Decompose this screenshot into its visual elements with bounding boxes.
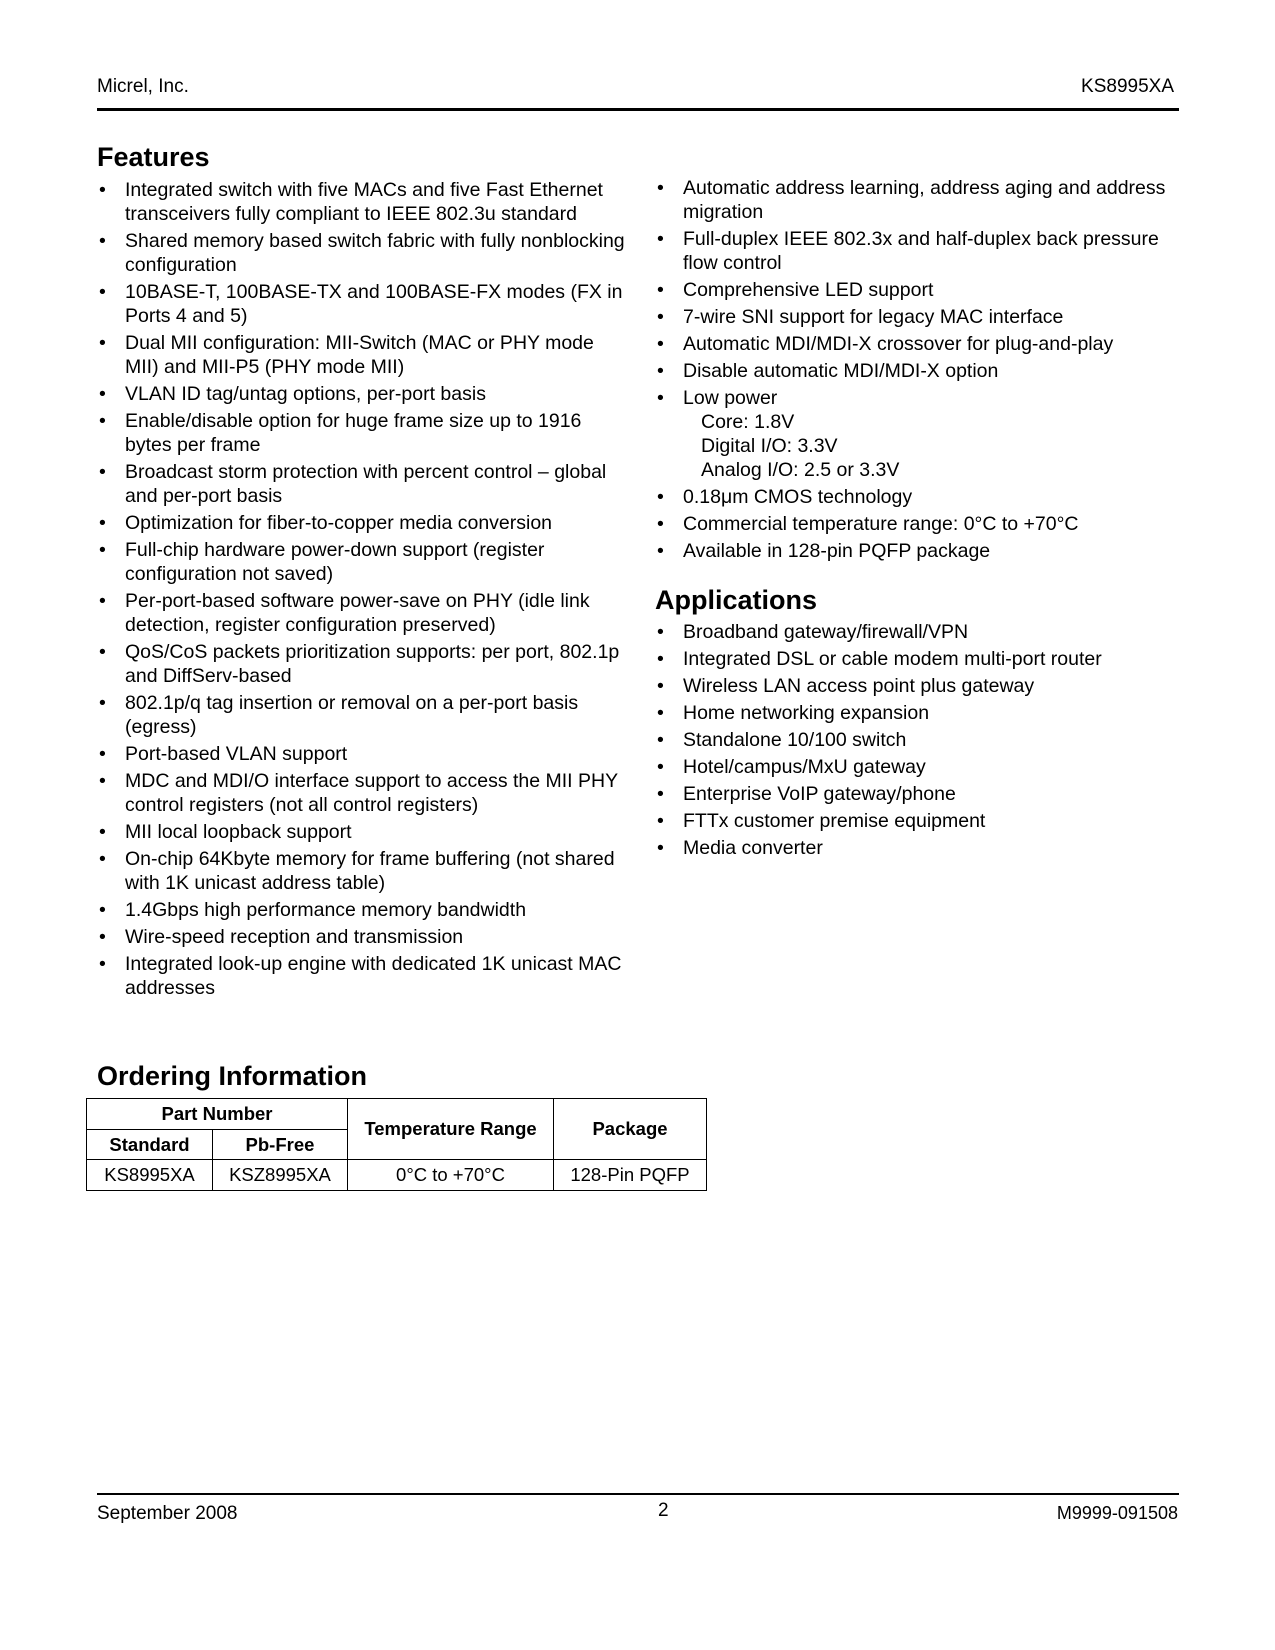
standard-header: Standard [87,1130,213,1160]
feature-item: • Available in 128-pin PQFP package [657,540,991,562]
application-item: • Wireless LAN access point plus gateway [657,675,1035,697]
feature-item: • Comprehensive LED support [657,279,934,301]
package-cell: 128-Pin PQFP [554,1160,707,1191]
footer-rule [97,1493,1179,1495]
feature-item: • Shared memory based switch fabric with fully nonblocking configuration [99,230,625,276]
feature-item: • QoS/CoS packets prioritization supports: per port, 802.1p and DiffServ-based [99,641,620,687]
part-number-header: Part Number [87,1099,348,1130]
feature-item: • Full-chip hardware power-down support (register configuration not saved) [99,539,545,585]
feature-item: • Full-duplex IEEE 802.3x and half-duplex back pressure flow control [657,228,1159,274]
features-list-right [655,176,1195,563]
features-left-column [97,142,627,1003]
feature-item: • Wire-speed reception and transmission [99,926,464,948]
standard-cell: KS8995XA [87,1160,213,1191]
applications-heading: Applications [655,585,818,615]
application-item: • Home networking expansion [657,702,930,724]
feature-item: • Automatic MDI/MDI-X crossover for plug-and-play [657,333,1114,355]
feature-item: • Optimization for fiber-to-copper media conversion [99,512,553,534]
application-item: • Media converter [657,837,823,859]
header-company: Micrel, Inc. [97,76,189,97]
application-item: • Hotel/campus/MxU gateway [657,756,926,778]
feature-item: • Integrated switch with five MACs and five Fast Ethernet transceivers fully compliant to IEEE 802.3u standard [99,179,603,225]
pb-free-header: Pb-Free [213,1130,348,1160]
feature-item: • 802.1p/q tag insertion or removal on a per-port basis (egress) [99,692,579,738]
low-power-core: Core: 1.8V [701,411,795,433]
feature-item: • 1.4Gbps high performance memory bandwidth [99,899,527,921]
pb-free-cell: KSZ8995XA [213,1160,348,1191]
feature-item: • Commercial temperature range: 0°C to +70°C [657,513,1079,535]
features-heading: Features [97,142,210,172]
feature-item: • MII local loopback support [99,821,352,843]
temperature-range-header: Temperature Range [348,1099,554,1160]
application-item: • Integrated DSL or cable modem multi-port router [657,648,1102,670]
feature-item: • Automatic address learning, address aging and address migration [657,177,1166,223]
temperature-cell: 0°C to +70°C [348,1160,554,1191]
feature-item: • Disable automatic MDI/MDI-X option [657,360,999,382]
feature-item-low-power: • Low power Core: 1.8V Digital I/O: 3.3V Analog I/O: 2.5 or 3.3V [655,386,1195,482]
feature-item: • Enable/disable option for huge frame size up to 1916 bytes per frame [99,410,582,456]
feature-item: • 7-wire SNI support for legacy MAC interface [657,306,1064,328]
feature-item: • MDC and MDI/O interface support to access the MII PHY control registers (not all control registers) [99,770,618,816]
footer-date: September 2008 [97,1503,238,1524]
package-header: Package [554,1099,707,1160]
ordering-info-heading: Ordering Information [97,1061,367,1091]
applications-list [655,620,1195,860]
application-item: • Enterprise VoIP gateway/phone [657,783,956,805]
features-list-left [97,178,627,1000]
feature-item: • On-chip 64Kbyte memory for frame buffering (not shared with 1K unicast address table) [99,848,615,894]
feature-item: • Per-port-based software power-save on PHY (idle link detection, register configuration preserved) [99,590,590,636]
feature-item: • Dual MII configuration: MII-Switch (MAC or PHY mode MII) and MII-P5 (PHY mode MII) [99,332,594,378]
low-power-analog: Analog I/O: 2.5 or 3.3V [701,459,900,481]
application-item: • FTTx customer premise equipment [657,810,986,832]
feature-item: • 0.18μm CMOS technology [657,486,913,508]
application-item: • Standalone 10/100 switch [657,729,907,751]
footer-page-number: 2 [658,1500,669,1521]
feature-item: • Broadcast storm protection with percent control – global and per-port basis [99,461,607,507]
feature-item: • Port-based VLAN support [99,743,348,765]
feature-item: • 10BASE-T, 100BASE-TX and 100BASE-FX modes (FX in Ports 4 and 5) [99,281,623,327]
low-power-digital: Digital I/O: 3.3V [701,435,838,457]
feature-item: • Integrated look-up engine with dedicated 1K unicast MAC addresses [99,953,622,999]
features-right-column [655,176,1195,863]
header-rule [97,108,1179,111]
feature-item: • VLAN ID tag/untag options, per-port basis [99,383,486,405]
header-part-number: KS8995XA [1081,76,1174,97]
application-item: • Broadband gateway/firewall/VPN [657,621,969,643]
ordering-table [86,1098,707,1191]
footer-doc-id: M9999-091508 [1056,1503,1178,1523]
table-row [87,1160,707,1191]
